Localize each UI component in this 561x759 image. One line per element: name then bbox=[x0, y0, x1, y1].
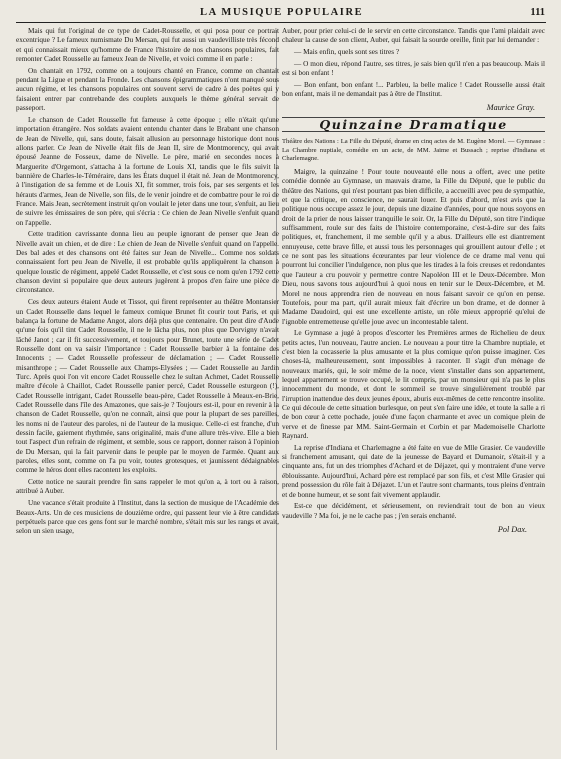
right-column bbox=[282, 27, 545, 534]
paragraph: Le Gymnase a jugé à propos d'escorter les Premières armes de Richelieu de deux petits actes, l'un nouveau, l'autre ancien. Le nouveau a pour titre la Chambre nuptiale, et c'est bien la cocasserie la plus amusante et la plus comique qu'on puisse imaginer. Ces choses-là, malheureusement, sont impossibles à raconter. Il s'agit d'un ménage de nouveaux mariés, qui, le soir même de la noce, vient s'installer dans son appartement, lequel appartement se trouve occupé, le lit compris, par un monsieur qui n'a pas le plus innocemment du monde, et dont le sommeil se trouve singulièrement troublé par l'irruption inattendue des deux jeunes époux, aburis eux-mêmes de cette rencontre insolite. Ce qui découle de cette situation burlesque, on peut s'en faire une idée, et toute la salle a ri de bon cœur à cette pochade, jouée d'une façon charmante et avec un comique plein de verve et de finesse par MM. Saint-Germain et Corbin et par Mademoiselle Charlotte Raynard. bbox=[282, 329, 545, 441]
paragraph: On chantait en 1792, comme on a toujours chanté en France, comme on chantait pendant la Ligue et pendant la Fronde. Les chansons épigrammatiques n'ont manqué sous aucun régime, et les chansons populaires ont souvent servi de cadre à des poètes qui y faisaient entrer par contrebande des couplets auxquels le thème général servait de passeport. bbox=[16, 66, 279, 113]
paragraph: Ces deux auteurs étaient Aude et Tissot, qui firent représenter au théâtre Montansier un Cadet Rousselle dans lequel le fameux comique Brunet fit courir tout Paris, et qui balança la fortune de Madame Angot, alors déjà plus que centenaire. On peut dire d'Aude qu'une fois qu'il tint Cadet Rousselle, il ne le lâcha plus, non plus que Dorvigny n'avait lâché Janot ; car il fit successivement, et toujours pour Brunet, toute une série de Cadet Rousselle dont on va saisir l'importance : Cadet Rousselle barbier à la fontaine des Innocents ; — Cadet Rousselle professeur de déclamation ; — Cadet Rousselle misanthrope ; — Cadet Rousselle aux Champs-Elysées ; — Cadet Rousselle au Jardin Turc. Après quoi l'on vit encore Cadet Rousselle chez le sultan Achmet, Cadet Rousselle maître d'école à Chaillot, Cadet Rousselle panier percé, Cadet Rousselle esturgeon (!), Cadet Rousselle intrigant, Cadet Rousselle beau-père, Cadet Rousselle à Meaux-en-Brie, Cadet Rousselle dans l'île des Amazones, que sais-je ? Toujours est-il, pour en revenir à la chanson de Cadet Rousselle, qu'on ne connaît, ainsi que pour la plupart de ses pareilles, les noms ni de l'auteur des paroles, ni de l'auteur de la musique. Celle-ci est franche, d'un dessin facile, gaiement rhythmée, sans originalité, mais d'une allure très-vive. Elle a bien tout l'aspect d'un refrain de régiment, et semble, sous ce rapport, donner raison à l'opinion de Du Mersan, qui la fait parvenir dans le peuple par le moyen de l'armée. Quant aux paroles, elles sont, comme on l'a pu voir, toutes grotesques, et jaunissent dédaignables comme le héros dont elles racontent les exploits. bbox=[16, 298, 279, 475]
left-column bbox=[16, 27, 279, 539]
page-header bbox=[200, 7, 545, 21]
paragraph: Cette notice ne saurait prendre fin sans rappeler le mot qu'on a, à tort ou à raison, attribué à Auber. bbox=[16, 478, 279, 496]
page-number: 111 bbox=[530, 7, 545, 18]
running-title: LA MUSIQUE POPULAIRE bbox=[200, 7, 364, 18]
paragraph: Auber, pour prier celui-ci de le servir en cette circonstance. Tandis que l'ami plaidait avec chaleur la cause de son client, Auber, qui faisait la sourde oreille, finit par lui demander : bbox=[282, 27, 545, 45]
section-title: Quinzaine Dramatique bbox=[282, 117, 545, 132]
paragraph: La reprise d'Indiana et Charlemagne a été faite en vue de Mlle Grasier. Ce vaudeville si franchement amusant, qui date de la jeunesse de Bayard et Dumanoir, s'était-il y a cinquante ans, fut un des triomphes d'Achard et de Déjazet, qui y montraient d'une verve éblouissante. Aujourd'hui, Achard père est remplacé par son fils, et c'est Mlle Grasier qui prend possession du rôle fait à Déjazet. L'un et l'autre sont charmants, tous pleins d'entrain et de bonne humeur, et se sont fait vivement applaudir. bbox=[282, 443, 545, 499]
paragraph: Une vacance s'était produite à l'Institut, dans la section de musique de l'Académie des Beaux-Arts. Un de ces musiciens de douzième ordre, qui passent leur vie à être candidats perpétuels parce que ces gens font sur le marché nombre, s'était mis sur les rangs et avait, selon un sien usage, bbox=[16, 499, 279, 536]
article-signature: Maurice Gray. bbox=[486, 102, 535, 112]
paragraph: Est-ce que décidément, et sérieusement, on reviendrait tout de bon au vieux vaudeville ? Ma foi, je ne le cache pas ; j'en serais enchanté. bbox=[282, 502, 545, 520]
paragraph: Cette tradition cavrissante donna lieu au peuple ignorant de penser que Jean de Nivelle avait un chien, et de dire : Le chien de Jean de Nivelle s'enfuit quand on l'appelle. Des bal ades et des chansons ont été faites sur Jean de Nivelle... Comme nos soldats connaissaient fort peu Jean de Nivelle, il est probable qu'ils appliquèrent la chanson à quelque loustic de régiment, appelé Cadet Rousselle, et c'est sous ce nom qu'en 1792 cette chanson devint si populaire que deux auteurs jugèrent à propos d'en faire une pièce de circonstance. bbox=[16, 230, 279, 295]
dialogue-line: — Mais enfin, quels sont ses titres ? bbox=[294, 48, 400, 57]
dialogue-line: — Bon enfant, bon enfant !... Parbleu, la belle malice ! Cadet Rousselle aussi était bon enfant, mais il ne demandait pas à être de l'Institut. bbox=[282, 80, 545, 99]
author-signature: Pol Dax. bbox=[497, 524, 527, 534]
paragraph: Maigre, la quinzaine ! Pour toute nouveauté elle nous a offert, avec une petite comédie donnée au Gymnase, un mauvais drame, la Fille du Député, que le public du théâtre des Nations, qui n'est pourtant pas bien difficile, a accueilli avec peu de sympathie, et que la critique, en conscience, ne saurait louer. Et puis d'abord, m'est avis que la politique nous occupe assez le jour, depuis une dizaine d'années, pour que nous soyons en droit de la prier de nous laisser tranquille le soir. Or, la Fille du Député, son titre l'indique suffisamment, roule sur des faits de l'histoire contemporaine, c'est-à-dire sur des faits politiques, et, franchement, il me semble qu'il y a abus. D'ailleurs elle est diantrement ennuyeuse, cette brave fille, et aussi tous les personnages qui grouillent autour d'elle ; et ce ne sont pas les situations écœurantes par leur violence de ce drame mal venu qui pourront lui concilier l'indulgence, non plus que les tirades à la fois creuses et redondantes que l'auteur a cru pouvoir y permettre contre Napoléon III et le Deux-Décembre. Mon Dieu, nous savons tous aujourd'hui à quoi nous en tenir sur le Deux-Décembre, et M. Morel ne nous apprendra rien de nouveau en nous faisant savoir ce qu'on en pense. Toutefois, pour ma part, qu'il aurait mieux fait d'écrire un bon drame, et de donner à Madame Daudoird, qui est une excellente artiste, un rôle mieux approprié qu'elui de l'ignoble entremetteuse qu'elle joue avec un incontestable talent. bbox=[282, 168, 545, 326]
paragraph: Mais qui fut l'original de ce type de Cadet-Rousselle, et qui posa pour ce portrait excentrique ? Le fameux numismate Du Mersan, qui fut aussi un vaudevilliste très fécond et qui connaissait mieux qu'homme de France l'histoire de nos chansons populaires, fait remonter Cadet Rousselle au fameux Jean de Nivelle, et voici comme il en parle : bbox=[16, 27, 279, 64]
theatre-notice: Théâtre des Nations : La Fille du Député, drame en cinq actes de M. Eugène Morel. — Gymnase : La Chambre nuptiale, comédie en un acte, de MM. Jaime et Bussach ; reprise d'Indiana et Charlemagne. bbox=[282, 138, 545, 163]
header-rule bbox=[16, 22, 546, 23]
dialogue-line: — O mon dieu, répond l'autre, ses titres, je sais bien qu'il n'en a pas beaucoup. Mais il est si bon enfant ! bbox=[282, 59, 545, 78]
paragraph: Le chanson de Cadet Rousselle fut fameuse à cette époque ; elle n'était qu'une importation étrangère. Nos soldats avaient entendu chanter dans le Brabant une chanson de Jean de Nivelle, qui, sans doute, faisait allusion au personnage historique dont nous allons parler. Ce Jean de Nivelle était fils de Jean II, sire de Montmorency, qui avait épousé Jeanne de Fosseux, dame de Nivelle. Le père, marié en secondes noces à Marguerite d'Orgemont, s'attacha à la fortune de Louis XI, tandis que le fils suivit la bannière de Charles-le-Téméraire, dans les États duquel il était né. Jean de Montmorency, à l'instigation de sa femme et de Louis XI, fit sommer, trois fois, par ses sergents et les hérauts d'armes, Jean de Nivelle, son fils, de le venir joindre et de combattre pour le roi de France. Mais Jean, secrètement instruit qu'on voulait le jeter dans une tour, s'enfuit, au lieu de suivre les émissaires de son père, qui s'écria : Ce chien de Jean Nivelle s'enfuit quand on l'appelle. bbox=[16, 115, 279, 227]
